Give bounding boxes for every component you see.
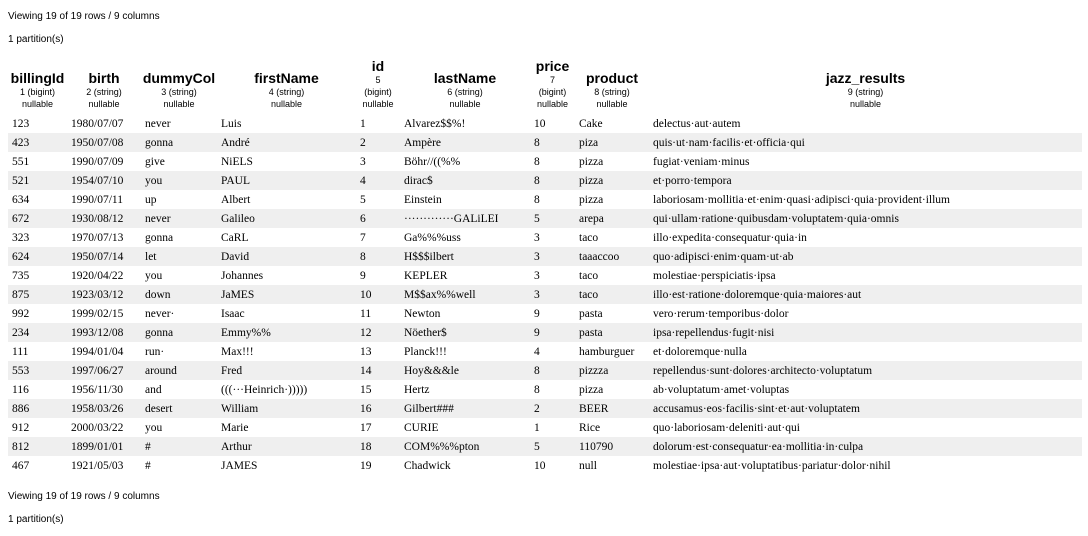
cell-product: pizza [575, 171, 649, 190]
cell-billingId: 551 [12, 155, 30, 168]
cell-jazz_results: quo·laboriosam·deleniti·aut·qui [653, 421, 800, 434]
table-body [8, 114, 1082, 475]
cell-firstName: Johannes [221, 269, 264, 282]
cell-billingId: 624 [8, 247, 67, 266]
cell-lastName: CURIE [404, 421, 439, 434]
column-name: product [585, 70, 639, 86]
cell-id: 13 [360, 345, 372, 358]
cell-firstName: Arthur [217, 437, 356, 456]
cell-product: pizzza [575, 361, 649, 380]
cell-id: 19 [360, 459, 372, 472]
cell-billingId: 323 [12, 231, 30, 244]
cell-id: 11 [360, 307, 372, 320]
column-meta: nullable [362, 99, 394, 109]
cell-jazz_results: et·doloremque·nulla [653, 345, 747, 358]
cell-dummyCol: never [141, 209, 217, 228]
cell-lastName: KEPLER [404, 269, 448, 282]
cell-birth: 1999/02/15 [71, 307, 124, 320]
cell-lastName: Chadwick [404, 459, 451, 472]
table-row [8, 437, 1082, 456]
cell-id: 5 [360, 193, 366, 206]
cell-billingId: 423 [8, 133, 67, 152]
cell-id: 16 [356, 399, 400, 418]
cell-billingId: 634 [12, 193, 30, 206]
cell-dummyCol: # [141, 437, 217, 456]
cell-birth: 1970/07/13 [71, 231, 124, 244]
cell-birth: 1994/01/04 [71, 345, 124, 358]
cell-id: 7 [360, 231, 366, 244]
cell-dummyCol: gonna [141, 133, 217, 152]
cell-dummyCol: you [141, 171, 217, 190]
cell-firstName: Albert [221, 193, 251, 206]
cell-firstName: Isaac [221, 307, 245, 320]
cell-birth: 1899/01/01 [67, 437, 141, 456]
column-meta: nullable [449, 99, 481, 109]
table-row [8, 456, 1082, 475]
viewing-info-bottom: Viewing 19 of 19 rows / 9 columns [8, 491, 160, 502]
cell-birth: 2000/03/22 [71, 421, 124, 434]
column-meta: nullable [596, 99, 628, 109]
cell-price: 5 [530, 209, 575, 228]
partition-info-top: 1 partition(s) [8, 34, 64, 45]
cell-birth: 1997/06/27 [67, 361, 141, 380]
cell-dummyCol: never [145, 117, 171, 130]
cell-price: 5 [530, 437, 575, 456]
cell-product: hamburguer [579, 345, 635, 358]
cell-lastName: Nöether$ [400, 323, 530, 342]
column-name: lastName [433, 70, 497, 86]
cell-firstName: Luis [221, 117, 242, 130]
cell-billingId: 467 [12, 459, 30, 472]
table-row [8, 228, 1082, 247]
cell-billingId: 234 [8, 323, 67, 342]
cell-jazz_results: delectus·aut·autem [653, 117, 741, 130]
cell-billingId: 521 [8, 171, 67, 190]
cell-lastName: Einstein [404, 193, 442, 206]
cell-product: pasta [575, 323, 649, 342]
cell-firstName: André [217, 133, 356, 152]
cell-price: 8 [534, 193, 540, 206]
cell-firstName: Fred [217, 361, 356, 380]
cell-id: 15 [360, 383, 372, 396]
cell-billingId: 116 [12, 383, 29, 396]
column-index: 7 [549, 75, 555, 85]
table-row [8, 418, 1082, 437]
column-index: 1 (bigint) [19, 87, 55, 97]
cell-dummyCol: run· [145, 345, 165, 358]
cell-jazz_results: laboriosam·mollitia·et·enim·quasi·adipisci·quia·provident·illum [653, 193, 951, 206]
cell-product: pizza [579, 155, 604, 168]
cell-dummyCol: give [145, 155, 165, 168]
table-row [8, 247, 1082, 266]
cell-lastName: ·············GALiLEI [400, 209, 530, 228]
column-meta: nullable [21, 99, 54, 109]
cell-price: 8 [530, 361, 575, 380]
column-name: id [371, 58, 385, 74]
cell-id: 8 [356, 247, 400, 266]
column-header-price[interactable] [530, 58, 575, 114]
table-row [8, 114, 1082, 133]
cell-id: 10 [356, 285, 400, 304]
cell-price: 10 [534, 459, 546, 472]
column-meta: nullable [536, 99, 569, 109]
cell-dummyCol: desert [141, 399, 217, 418]
cell-birth: 1990/07/09 [71, 155, 124, 168]
table-row [8, 171, 1082, 190]
cell-billingId: 875 [8, 285, 67, 304]
cell-product: arepa [575, 209, 649, 228]
column-name: billingId [10, 70, 65, 86]
cell-product: Rice [579, 421, 601, 434]
cell-price: 8 [534, 155, 540, 168]
cell-dummyCol: you [145, 269, 163, 282]
column-index: 4 (string) [268, 87, 305, 97]
cell-id: 18 [356, 437, 400, 456]
cell-jazz_results: illo·expedita·consequatur·quia·in [653, 231, 807, 244]
cell-billingId: 123 [12, 117, 30, 130]
table-row [8, 361, 1082, 380]
cell-birth: 1956/11/30 [71, 383, 123, 396]
column-header-billingId[interactable] [8, 58, 67, 114]
column-index: 8 (string) [594, 87, 630, 97]
cell-jazz_results: molestiae·ipsa·aut·voluptatibus·pariatur·dolor·nihil [653, 459, 891, 472]
cell-price: 9 [534, 307, 540, 320]
cell-price: 3 [530, 247, 575, 266]
cell-billingId: 992 [12, 307, 30, 320]
cell-product: taco [579, 231, 599, 244]
cell-birth: 1958/03/26 [67, 399, 141, 418]
cell-jazz_results: accusamus·eos·facilis·sint·et·aut·voluptatem [649, 399, 1082, 418]
cell-billingId: 886 [8, 399, 67, 418]
cell-billingId: 553 [8, 361, 67, 380]
column-header-birth[interactable] [67, 58, 141, 114]
partition-info-bottom: 1 partition(s) [8, 514, 64, 525]
viewing-info-top: Viewing 19 of 19 rows / 9 columns [8, 11, 160, 22]
cell-jazz_results: repellendus·sunt·dolores·architecto·voluptatum [649, 361, 1082, 380]
cell-lastName: Planck!!! [404, 345, 447, 358]
cell-jazz_results: molestiae·perspiciatis·ipsa [653, 269, 776, 282]
cell-dummyCol: gonna [145, 231, 174, 244]
cell-birth: 1923/03/12 [67, 285, 141, 304]
column-index: 6 (string) [447, 87, 483, 97]
cell-id: 3 [360, 155, 366, 168]
table-row [8, 190, 1082, 209]
cell-price: 8 [530, 171, 575, 190]
cell-price: 10 [534, 117, 546, 130]
cell-price: 3 [534, 231, 540, 244]
cell-product: null [579, 459, 597, 472]
column-index: 3 (string) [161, 87, 197, 97]
cell-firstName: (((···Heinrich·))))) [221, 383, 308, 396]
cell-product: piza [575, 133, 649, 152]
cell-billingId: 912 [12, 421, 30, 434]
cell-id: 2 [356, 133, 400, 152]
column-header-id[interactable] [356, 58, 400, 114]
cell-dummyCol: gonna [141, 323, 217, 342]
cell-dummyCol: never· [145, 307, 175, 320]
cell-id: 6 [356, 209, 400, 228]
cell-price: 8 [530, 133, 575, 152]
cell-birth: 1950/07/08 [67, 133, 141, 152]
cell-jazz_results: et·porro·tempora [649, 171, 1082, 190]
cell-id: 4 [356, 171, 400, 190]
cell-product: Cake [579, 117, 603, 130]
cell-jazz_results: vero·rerum·temporibus·dolor [653, 307, 789, 320]
cell-firstName: William [217, 399, 356, 418]
cell-billingId: 672 [8, 209, 67, 228]
cell-billingId: 812 [8, 437, 67, 456]
cell-product: taaaccoo [575, 247, 649, 266]
table-row [8, 323, 1082, 342]
cell-id: 12 [356, 323, 400, 342]
cell-id: 14 [356, 361, 400, 380]
cell-product: taco [579, 269, 599, 282]
column-name: jazz_results [825, 70, 906, 86]
cell-product: pizza [579, 193, 604, 206]
cell-lastName: Hertz [404, 383, 430, 396]
cell-price: 8 [534, 383, 540, 396]
cell-product: BEER [575, 399, 649, 418]
cell-price: 1 [534, 421, 540, 434]
header-row [8, 58, 1082, 114]
table-row [8, 342, 1082, 361]
cell-birth: 1980/07/07 [71, 117, 124, 130]
cell-lastName: M$$ax%%well [400, 285, 530, 304]
cell-firstName: JaMES [217, 285, 356, 304]
cell-jazz_results: quis·ut·nam·facilis·et·officia·qui [649, 133, 1082, 152]
column-meta: nullable [163, 99, 195, 109]
cell-lastName: COM%%%pton [400, 437, 530, 456]
table-row [8, 399, 1082, 418]
column-meta: nullable [88, 99, 120, 109]
cell-birth: 1993/12/08 [67, 323, 141, 342]
column-index: 5 [375, 75, 381, 85]
cell-firstName: Max!!! [221, 345, 254, 358]
cell-firstName: PAUL [217, 171, 356, 190]
column-meta: nullable [849, 99, 882, 109]
cell-billingId: 111 [12, 345, 29, 358]
cell-birth: 1930/08/12 [67, 209, 141, 228]
cell-jazz_results: ipsa·repellendus·fugit·nisi [649, 323, 1082, 342]
cell-jazz_results: illo·est·ratione·doloremque·quia·maiores·aut [649, 285, 1082, 304]
cell-product: pasta [579, 307, 603, 320]
column-name: birth [88, 70, 120, 86]
cell-firstName: David [217, 247, 356, 266]
cell-firstName: NiELS [221, 155, 253, 168]
cell-firstName: JAMES [221, 459, 258, 472]
table-row [8, 380, 1082, 399]
cell-product: taco [575, 285, 649, 304]
cell-price: 9 [530, 323, 575, 342]
column-name: dummyCol [142, 70, 216, 86]
cell-price: 3 [534, 269, 540, 282]
data-table [8, 58, 1082, 475]
cell-lastName: Ampère [400, 133, 530, 152]
cell-jazz_results: quo·adipisci·enim·quam·ut·ab [649, 247, 1082, 266]
cell-lastName: Böhr//((%% [404, 155, 461, 168]
column-header-product[interactable] [575, 58, 649, 114]
column-header-lastName[interactable] [400, 58, 530, 114]
cell-birth: 1921/05/03 [71, 459, 124, 472]
column-header-dummyCol[interactable] [141, 58, 217, 114]
cell-jazz_results: ab·voluptatum·amet·voluptas [653, 383, 790, 396]
table-row [8, 133, 1082, 152]
cell-billingId: 735 [12, 269, 30, 282]
cell-product: 110790 [575, 437, 649, 456]
cell-firstName: Marie [221, 421, 249, 434]
cell-lastName: Hoy&&&le [400, 361, 530, 380]
column-name: price [535, 58, 570, 74]
cell-lastName: Alvarez$$%! [404, 117, 466, 130]
cell-birth: 1990/07/11 [71, 193, 123, 206]
cell-birth: 1920/04/22 [71, 269, 124, 282]
cell-dummyCol: you [145, 421, 163, 434]
column-header-firstName[interactable] [217, 58, 356, 114]
cell-id: 9 [360, 269, 366, 282]
cell-dummyCol: up [145, 193, 157, 206]
cell-price: 4 [534, 345, 540, 358]
cell-firstName: Galileo [217, 209, 356, 228]
cell-firstName: Emmy%% [217, 323, 356, 342]
table-row [8, 209, 1082, 228]
cell-jazz_results: dolorum·est·consequatur·ea·mollitia·in·culpa [649, 437, 1082, 456]
cell-lastName: Gilbert### [400, 399, 530, 418]
cell-dummyCol: let [141, 247, 217, 266]
cell-price: 2 [530, 399, 575, 418]
column-meta: (bigint) [364, 87, 392, 97]
table-row [8, 304, 1082, 323]
cell-lastName: H$$$ilbert [400, 247, 530, 266]
column-index: 9 (string) [847, 87, 884, 97]
cell-id: 1 [360, 117, 366, 130]
cell-price: 3 [530, 285, 575, 304]
cell-jazz_results: fugiat·veniam·minus [653, 155, 750, 168]
cell-id: 17 [360, 421, 372, 434]
column-meta: nullable [270, 99, 303, 109]
cell-lastName: Newton [404, 307, 441, 320]
table-row [8, 266, 1082, 285]
cell-lastName: dirac$ [400, 171, 530, 190]
cell-dummyCol: down [141, 285, 217, 304]
column-index: 2 (string) [86, 87, 122, 97]
column-name: firstName [254, 70, 319, 86]
cell-birth: 1954/07/10 [67, 171, 141, 190]
table-row [8, 152, 1082, 171]
table-row [8, 285, 1082, 304]
cell-dummyCol: and [145, 383, 162, 396]
cell-dummyCol: around [141, 361, 217, 380]
cell-firstName: CaRL [221, 231, 249, 244]
cell-jazz_results: qui·ullam·ratione·quibusdam·voluptatem·quia·omnis [649, 209, 1082, 228]
column-meta: (bigint) [538, 87, 567, 97]
cell-product: pizza [579, 383, 604, 396]
cell-birth: 1950/07/14 [67, 247, 141, 266]
column-header-jazz_results[interactable] [649, 58, 1082, 114]
cell-lastName: Ga%%%uss [404, 231, 461, 244]
cell-dummyCol: # [145, 459, 151, 472]
